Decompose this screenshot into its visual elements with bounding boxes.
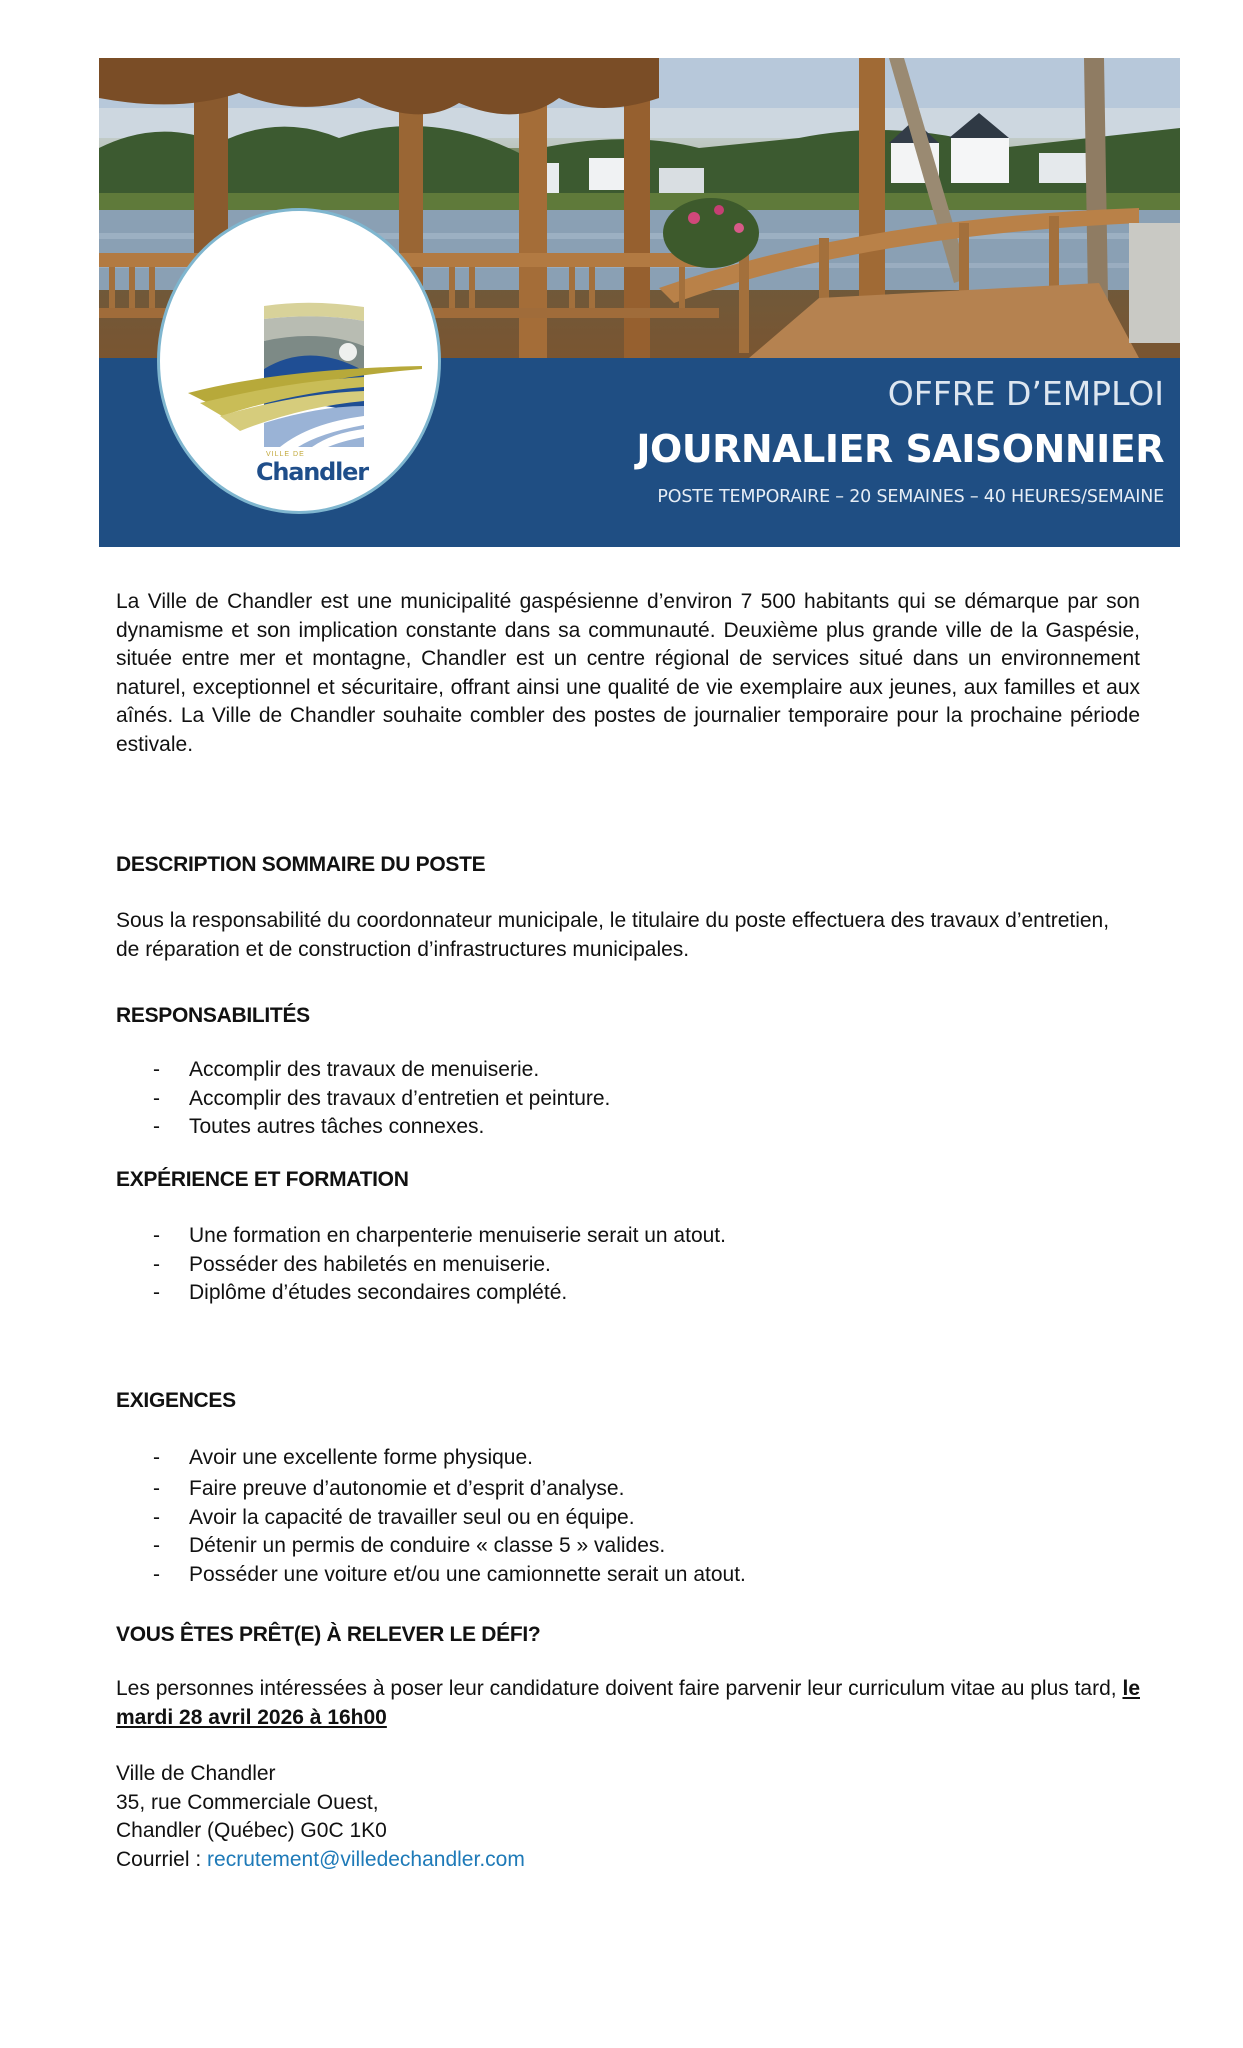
- list-item: [116, 1444, 746, 1475]
- dash-bullet: -: [153, 1477, 160, 1500]
- application-paragraph: [116, 1675, 1140, 1732]
- application-text: Les personnes intéressées à poser leur candidature doivent faire parvenir leur curriculum vitae au plus tard,: [116, 1677, 1123, 1700]
- dash-bullet: -: [153, 1562, 160, 1586]
- dash-bullet: -: [153, 1505, 160, 1529]
- job-subtitle: POSTE TEMPORAIRE – 20 SEMAINES – 40 HEURES/SEMAINE: [657, 487, 1164, 507]
- dash-bullet: -: [153, 1252, 160, 1276]
- list-item: [116, 1279, 726, 1308]
- job-offer-label: OFFRE D’EMPLOI: [887, 374, 1164, 413]
- job-banner: [99, 58, 1180, 547]
- list-item: [116, 1056, 610, 1085]
- dash-bullet: -: [153, 1446, 160, 1469]
- list-item: [116, 1222, 726, 1251]
- dash-bullet: -: [153, 1086, 160, 1110]
- list-item: [116, 1251, 726, 1280]
- list-item-text: Avoir la capacité de travailler seul ou en équipe.: [189, 1505, 635, 1529]
- dash-bullet: -: [153, 1534, 160, 1557]
- email-link[interactable]: recrutement@villedechandler.com: [207, 1847, 525, 1871]
- contact-block: [116, 1760, 1140, 1874]
- dash-bullet: -: [153, 1281, 160, 1304]
- logo-prefix: VILLE DE: [266, 451, 305, 458]
- contact-email-line: [116, 1846, 1140, 1875]
- list-item: [116, 1561, 746, 1590]
- city-logo: [157, 208, 441, 514]
- list-item: [116, 1532, 746, 1561]
- section-heading-description: DESCRIPTION SOMMAIRE DU POSTE: [116, 853, 486, 876]
- list-item-text: Faire preuve d’autonomie et d’esprit d’analyse.: [189, 1477, 625, 1500]
- section-heading-exigences: EXIGENCES: [116, 1389, 236, 1412]
- section-heading-experience: EXPÉRIENCE ET FORMATION: [116, 1168, 409, 1191]
- exigences-list: [116, 1444, 746, 1589]
- list-item-text: Une formation en charpenterie menuiserie serait un atout.: [189, 1224, 726, 1247]
- list-item-text: Posséder des habiletés en menuiserie.: [189, 1252, 551, 1276]
- list-item-text: Diplôme d’études secondaires complété.: [189, 1281, 568, 1304]
- email-label: Courriel :: [116, 1847, 208, 1871]
- logo-city-name: Chandler: [256, 458, 368, 486]
- list-item-text: Avoir une excellente forme physique.: [189, 1446, 533, 1469]
- job-title: JOURNALIER SAISONNIER: [636, 427, 1164, 471]
- application-deadline: le mardi 28 avril 2026 à 16h00: [116, 1677, 1140, 1729]
- contact-org: Ville de Chandler: [116, 1762, 276, 1785]
- section-heading-responsabilites: RESPONSABILITÉS: [116, 1004, 310, 1027]
- list-item-text: Détenir un permis de conduire « classe 5 » valides.: [189, 1534, 666, 1557]
- intro-paragraph: La Ville de Chandler est une municipalité gaspésienne d’environ 7 500 habitants qui se démarque par son dynamisme et son implication constante dans sa communauté. Deuxième plus grande ville de la Gaspésie, située entre mer et montagne, Chandler est un centre régional de services situé dans un environnement naturel, exceptionnel et sécuritaire, offrant ainsi une qualité de vie exemplaire aux jeunes, aux familles et aux aînés. La Ville de Chandler souhaite combler des postes de journalier temporaire pour la prochaine période estivale.: [116, 590, 1140, 756]
- list-item-text: Accomplir des travaux d’entretien et peinture.: [189, 1086, 611, 1110]
- list-item-text: Posséder une voiture et/ou une camionnette serait un atout.: [189, 1562, 746, 1586]
- responsabilites-list: [116, 1056, 610, 1142]
- list-item-text: Accomplir des travaux de menuiserie.: [189, 1058, 540, 1081]
- list-item: [116, 1475, 746, 1504]
- dash-bullet: -: [153, 1115, 160, 1138]
- experience-list: [116, 1222, 726, 1308]
- contact-street: 35, rue Commerciale Ouest,: [116, 1790, 379, 1814]
- dash-bullet: -: [153, 1224, 160, 1247]
- list-item-text: Toutes autres tâches connexes.: [189, 1115, 485, 1138]
- list-item: [116, 1113, 610, 1142]
- logo-wordmark: [256, 451, 376, 485]
- dash-bullet: -: [153, 1058, 160, 1081]
- contact-city: Chandler (Québec) G0C 1K0: [116, 1819, 387, 1842]
- section-heading-defi: VOUS ÊTES PRÊT(E) À RELEVER LE DÉFI?: [116, 1623, 541, 1646]
- list-item: [116, 1504, 746, 1533]
- list-item: [116, 1085, 610, 1114]
- description-paragraph: Sous la responsabilité du coordonnateur municipale, le titulaire du poste effectuera des travaux d’entretien, de réparation et de construction d’infrastructures municipales.: [116, 909, 1110, 961]
